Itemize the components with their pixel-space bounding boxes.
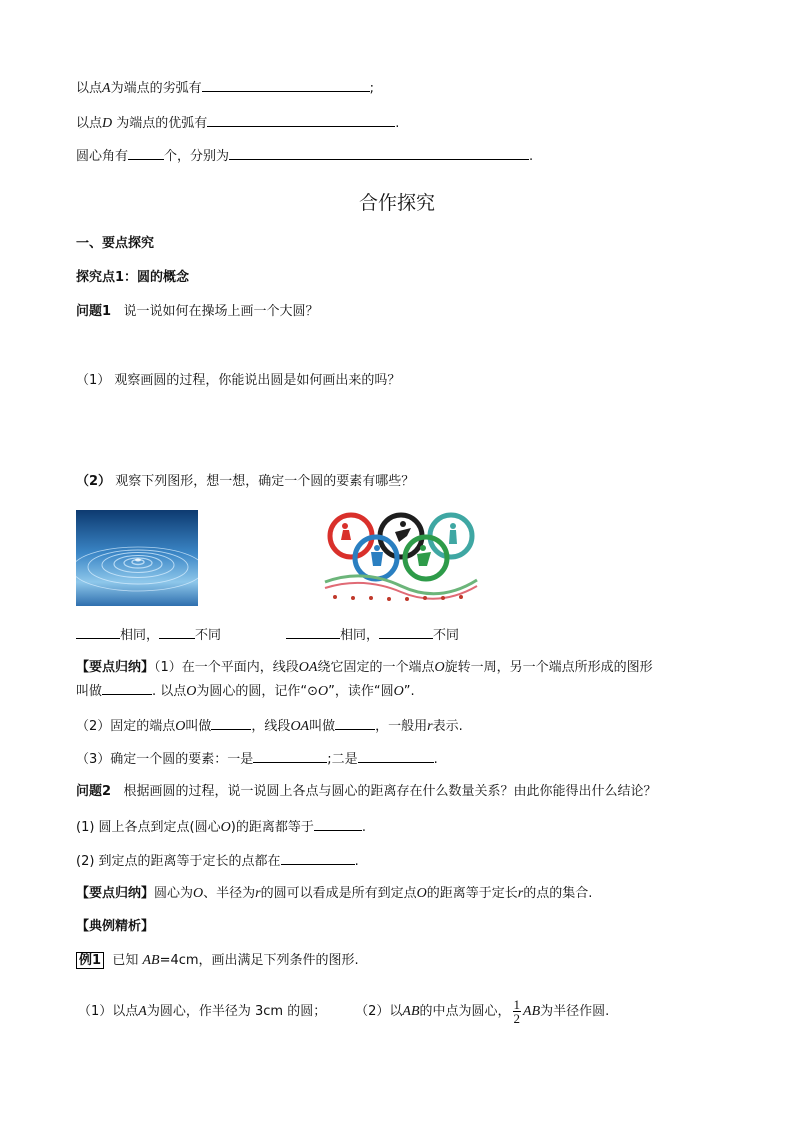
text: 个，分别为 [164,149,230,164]
text: . [354,854,359,869]
text: 的中点为圆心， [419,1004,511,1019]
example-label: 例1 [76,952,104,969]
answer-blank[interactable] [102,681,152,695]
text: 叫做 [185,719,212,734]
answer-blank[interactable] [76,625,120,639]
summary-label: 【要点归纳】 [76,886,155,901]
text: 不同 [433,628,460,643]
text: 已知 [112,953,139,968]
point-O: O [193,886,204,901]
text: 以点 [76,81,103,96]
text: )的距离都等于 [230,820,314,835]
text: 叫做 [309,719,336,734]
question-text: 根据画圆的过程，说一说圆上各点与圆心的距离存在什么数量关系？由此你能得出什么结论？ [123,784,657,799]
text: (1) 圆上各点到定点(圆心 [76,820,221,835]
question-2-1 [76,817,366,837]
text: 叫做 [76,684,103,699]
denominator: 2 [513,1011,521,1026]
text: 的圆可以看成是所有到定点 [260,886,417,901]
heading-explore-1: 探究点1：圆的概念 [76,270,190,285]
text: 为端点的劣弧有 [110,81,202,96]
arc-minor-line [76,78,374,98]
central-angle-line [76,146,533,166]
question-label: 问题1 [76,304,112,319]
radius-r: r [517,886,524,901]
answer-blank[interactable] [358,749,434,763]
text: 的距离等于定长 [426,886,518,901]
item-number: （2） [76,474,112,489]
segment-AB: AB [142,953,160,968]
text: 相同， [120,628,160,643]
summary-1-line2 [76,681,415,701]
text: 相同， [340,628,380,643]
radius-r: r [255,886,261,901]
images-fill-row [76,625,221,645]
summary-1-line1 [76,659,653,677]
answer-blank[interactable] [128,146,164,160]
text: 不同 [195,628,222,643]
point-A: A [102,81,111,96]
olympic-rings-image [323,510,479,606]
heading-key-points: 一、要点探究 [76,236,155,251]
summary-1-line4 [76,749,438,769]
segment-OA: OA [290,719,310,734]
answer-blank[interactable] [211,716,251,730]
text: . [395,116,400,131]
answer-blank[interactable] [207,113,395,127]
text: （2）以 [355,1004,403,1019]
question-2 [76,783,656,801]
answer-blank[interactable] [335,716,375,730]
item-text: 观察画圆的过程，你能说出圆是如何画出来的吗？ [114,373,401,388]
question-text: 说一说如何在操场上画一个大圆？ [123,304,319,319]
answer-blank[interactable] [379,625,433,639]
text: 为端点的优弧有 [112,116,208,131]
radius-r: r [427,719,433,734]
examples-heading: 【典例精析】 [76,919,155,934]
text: （1）在一个平面内，线段 [154,660,299,675]
example-1-items [78,998,609,1025]
point-D: D [102,116,113,131]
text: （3）确定一个圆的要素：一是 [76,752,254,767]
answer-blank[interactable] [253,749,327,763]
text: 为圆心的圆，记作“⊙ [196,684,319,699]
text: 表示. [432,719,463,734]
point-O: O [175,719,186,734]
text: . [529,149,534,164]
text: 绕它固定的一个端点 [317,660,435,675]
text: ，线段 [251,719,291,734]
text: ”. [403,684,415,699]
point-O: O [393,684,404,699]
arc-major-line [76,113,399,133]
water-ripple-image [76,510,198,606]
segment-AB: AB [523,1004,541,1019]
point-O: O [186,684,197,699]
text: 为半径作圆. [540,1004,610,1019]
text: ;二是 [327,752,358,767]
summary-1-line3 [76,716,463,736]
text: 为圆心，作半径为 3cm 的圆； [146,1004,327,1019]
text: 的点的集合. [523,886,593,901]
summary-2 [76,885,592,903]
answer-blank[interactable] [202,78,370,92]
text: 以点 [76,116,103,131]
answer-blank[interactable] [159,625,195,639]
text: （1）以点 [78,1004,139,1019]
text: 圆心为 [154,886,194,901]
answer-blank[interactable] [281,851,355,865]
text: . [361,820,366,835]
fraction-one-half [513,998,522,1025]
point-O: O [220,820,231,835]
answer-blank[interactable] [229,146,529,160]
text: ”，读作“圆 [328,684,394,699]
segment-AB: AB [402,1004,420,1019]
summary-label: 【要点归纳】 [76,660,155,675]
point-O: O [318,684,329,699]
question-1 [76,303,318,321]
item-text: 观察下列图形，想一想，确定一个圆的要素有哪些？ [115,474,415,489]
point-O: O [416,886,427,901]
answer-blank[interactable] [314,817,362,831]
point-A: A [138,1004,147,1019]
text: . [433,752,438,767]
numerator: 1 [513,997,521,1012]
text: 、半径为 [203,886,256,901]
segment-OA: OA [298,660,318,675]
text: =4cm，画出满足下列条件的图形. [159,953,359,968]
question-1-2 [76,473,414,491]
text: ，一般用 [375,719,428,734]
item-number: （1） [76,373,111,388]
text: (2) 到定点的距离等于定长的点都在 [76,854,281,869]
text: . 以点 [152,684,187,699]
text: 旋转一周，另一个端点所形成的图形 [444,660,653,675]
text: 圆心角有 [76,149,129,164]
answer-blank[interactable] [286,625,340,639]
question-label: 问题2 [76,784,112,799]
example-1 [76,952,359,970]
section-title: 合作探究 [358,192,435,214]
text: （2）固定的端点 [76,719,176,734]
question-2-2 [76,851,359,871]
question-1-1 [76,372,400,390]
images-fill-row-right [286,625,459,645]
text: ; [369,81,374,96]
point-O: O [434,660,445,675]
